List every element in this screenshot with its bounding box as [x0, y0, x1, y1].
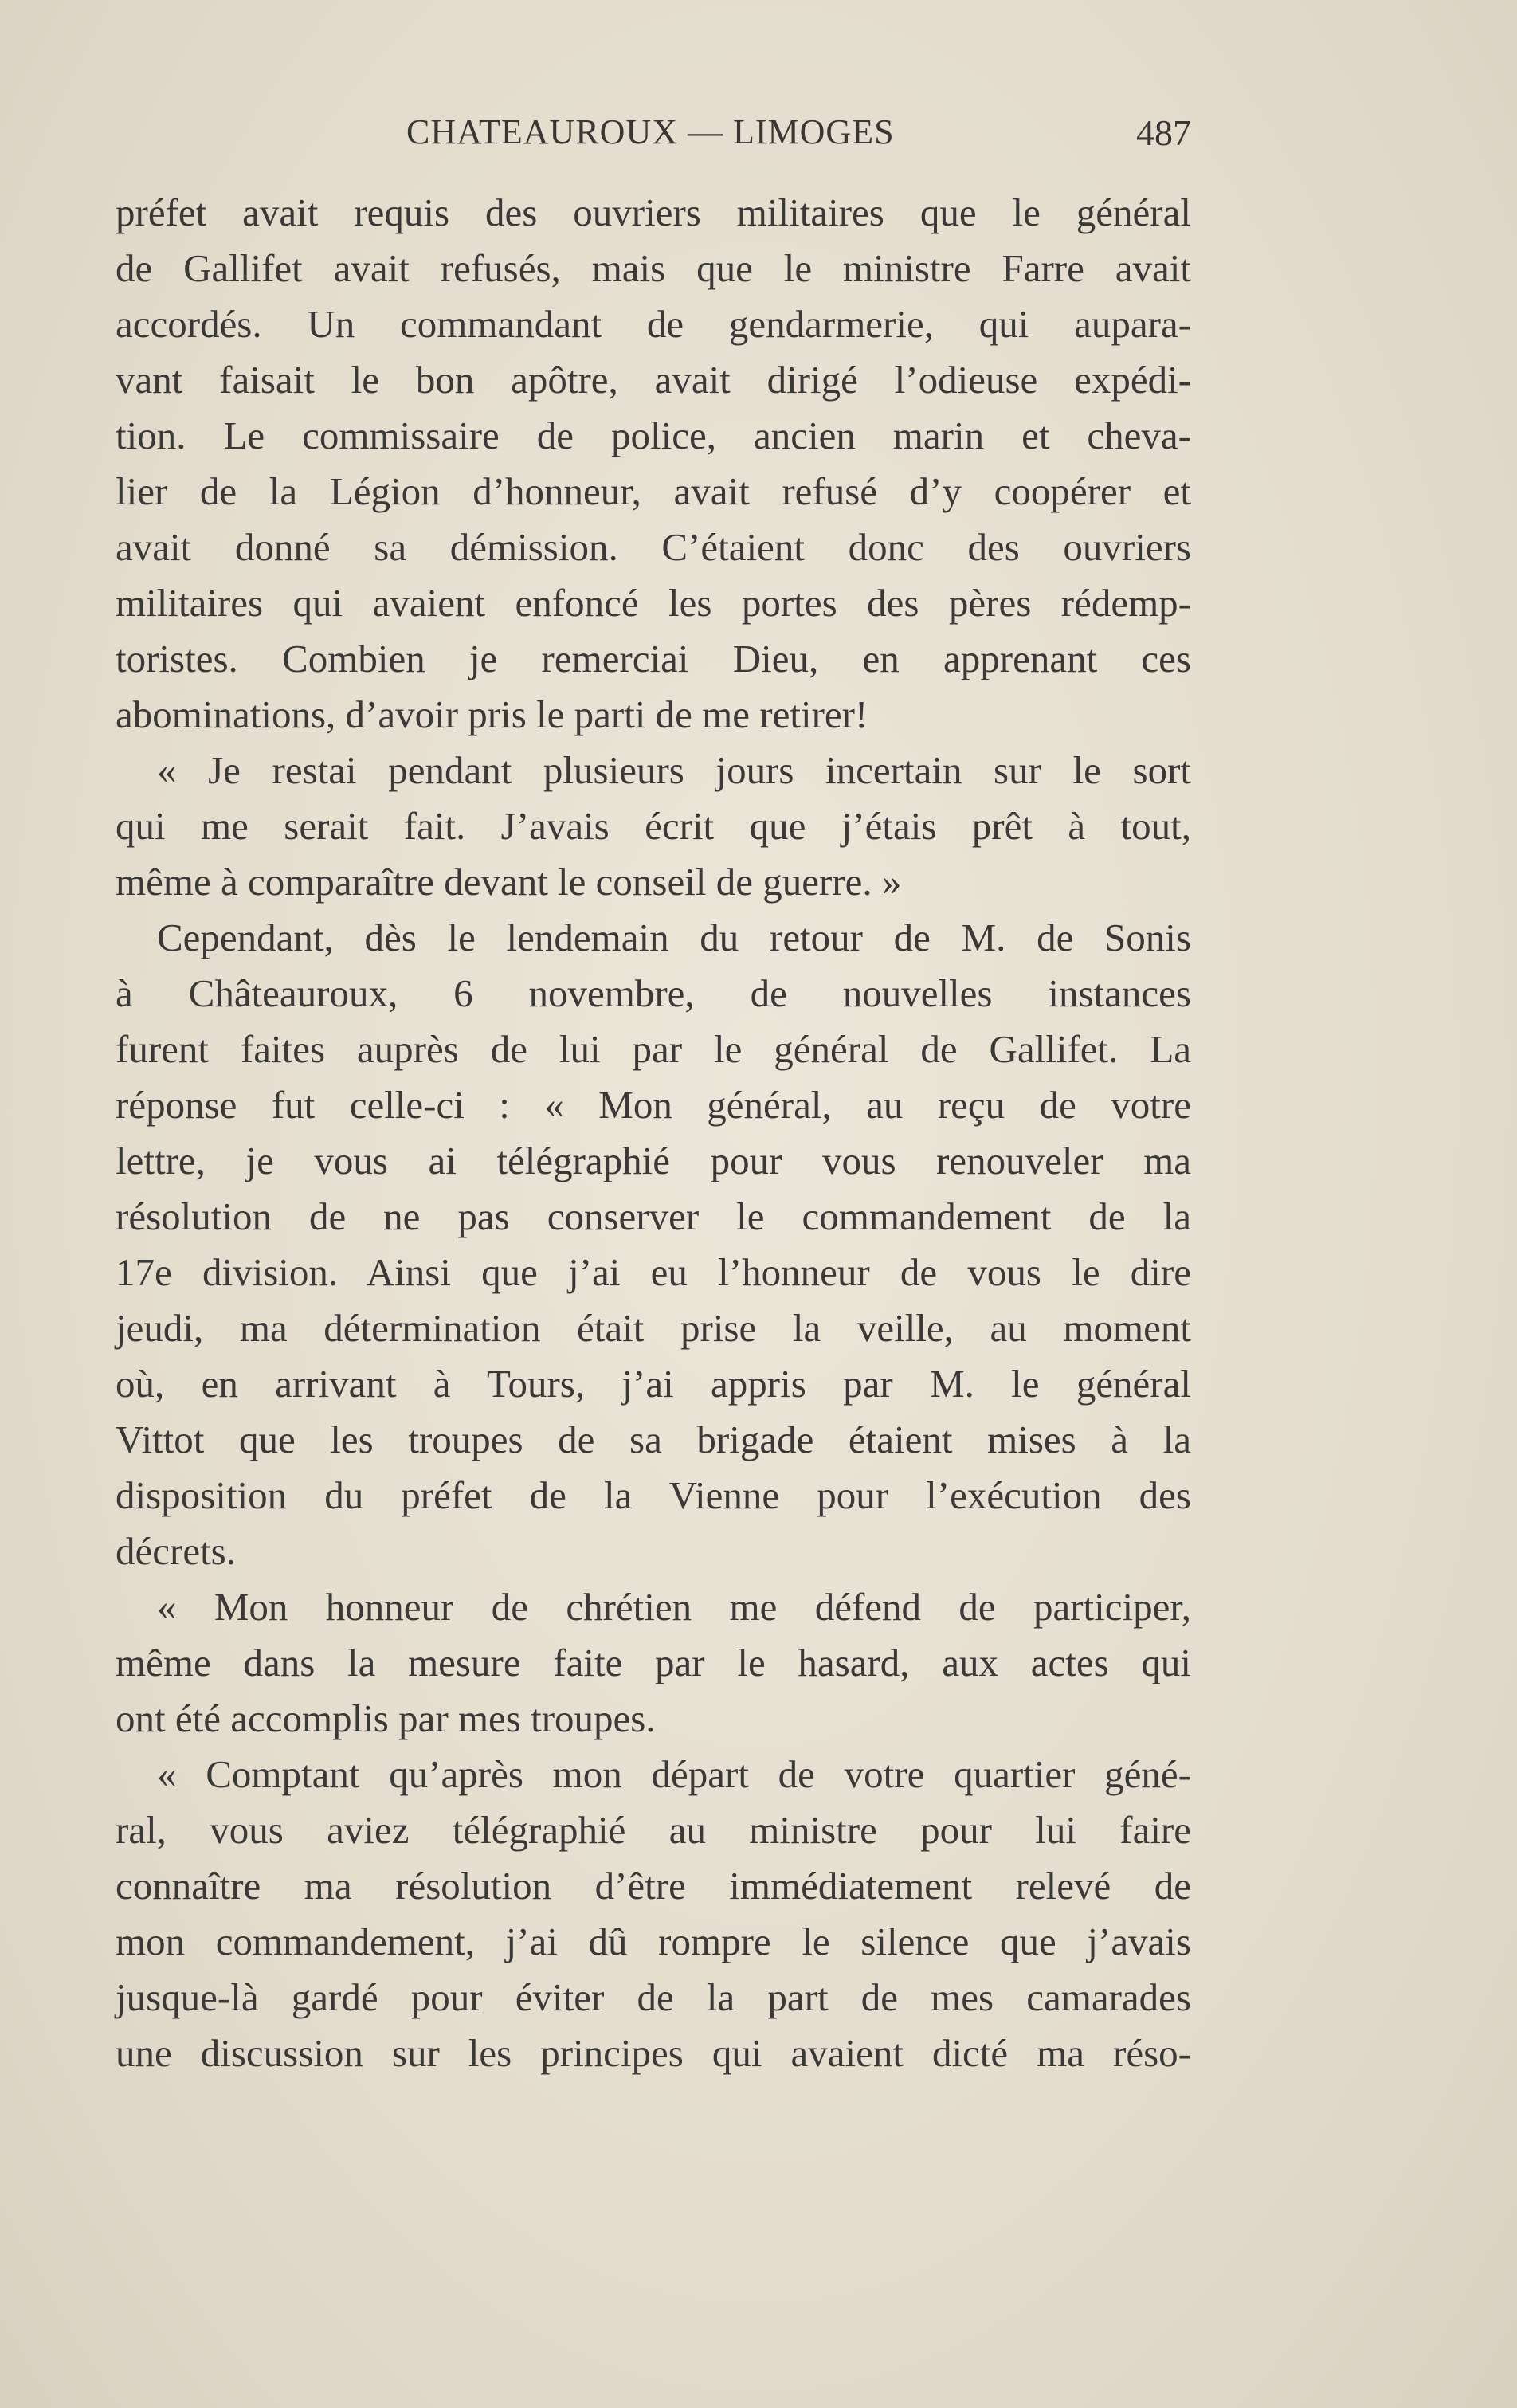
text-line: accordés. Un commandant de gendarmerie, qui aupara-	[116, 302, 1191, 346]
text-line: qui me serait fait. J’avais écrit que j’étais prêt à tout,	[116, 804, 1191, 848]
text-line: 17e division. Ainsi que j’ai eu l’honneur de vous le dire	[116, 1250, 1191, 1294]
text-line: résolution de ne pas conserver le commandement de la	[116, 1194, 1191, 1238]
text-line: jeudi, ma détermination était prise la veille, au moment	[116, 1306, 1191, 1350]
text-line: « Comptant qu’après mon départ de votre quartier géné-	[157, 1752, 1191, 1796]
text-line: militaires qui avaient enfoncé les portes des pères rédemp-	[116, 581, 1191, 625]
text-line: « Mon honneur de chrétien me défend de participer,	[157, 1585, 1191, 1629]
text-line: connaître ma résolution d’être immédiatement relevé de	[116, 1864, 1191, 1908]
text-line: furent faites auprès de lui par le général de Gallifet. La	[116, 1027, 1191, 1071]
text-line: où, en arrivant à Tours, j’ai appris par M. le général	[116, 1362, 1191, 1406]
text-line: réponse fut celle-ci : « Mon général, au reçu de votre	[116, 1083, 1191, 1127]
text-line: ont été accomplis par mes troupes.	[116, 1696, 656, 1740]
text-line: avait donné sa démission. C’étaient donc des ouvriers	[116, 525, 1191, 569]
text-line: Vittot que les troupes de sa brigade étaient mises à la	[116, 1418, 1191, 1461]
text-line: ral, vous aviez télégraphié au ministre pour lui faire	[116, 1808, 1191, 1852]
body-text	[116, 185, 1191, 2081]
text-line: préfet avait requis des ouvriers militaires que le général	[116, 190, 1191, 234]
text-line: disposition du préfet de la Vienne pour l’exécution des	[116, 1473, 1191, 1517]
text-line: abominations, d’avoir pris le parti de me retirer!	[116, 692, 868, 736]
text-line: même dans la mesure faite par le hasard, aux actes qui	[116, 1641, 1191, 1684]
text-line: toristes. Combien je remerciai Dieu, en apprenant ces	[116, 637, 1191, 680]
text-line: une discussion sur les principes qui avaient dicté ma réso-	[116, 2031, 1191, 2075]
text-line: Cependant, dès le lendemain du retour de M. de Sonis	[157, 916, 1191, 959]
running-title: CHATEAUROUX — LIMOGES	[406, 112, 895, 151]
text-line: mon commandement, j’ai dû rompre le silence que j’avais	[116, 1920, 1191, 1963]
text-line: décrets.	[116, 1529, 236, 1573]
text-line: à Châteauroux, 6 novembre, de nouvelles instances	[116, 971, 1191, 1015]
text-line: de Gallifet avait refusés, mais que le ministre Farre avait	[116, 246, 1191, 290]
page-header	[116, 112, 1191, 167]
text-line: lettre, je vous ai télégraphié pour vous renouveler ma	[116, 1139, 1191, 1182]
text-line: tion. Le commissaire de police, ancien marin et cheva-	[116, 414, 1191, 457]
text-line: vant faisait le bon apôtre, avait dirigé l’odieuse expédi-	[116, 358, 1191, 402]
text-line: même à comparaître devant le conseil de guerre. »	[116, 860, 902, 904]
text-line: jusque-là gardé pour éviter de la part de mes camarades	[116, 1975, 1191, 2019]
page-number: 487	[1136, 112, 1191, 153]
text-line: lier de la Légion d’honneur, avait refusé d’y coopérer et	[116, 469, 1191, 513]
text-line: « Je restai pendant plusieurs jours incertain sur le sort	[157, 748, 1191, 792]
